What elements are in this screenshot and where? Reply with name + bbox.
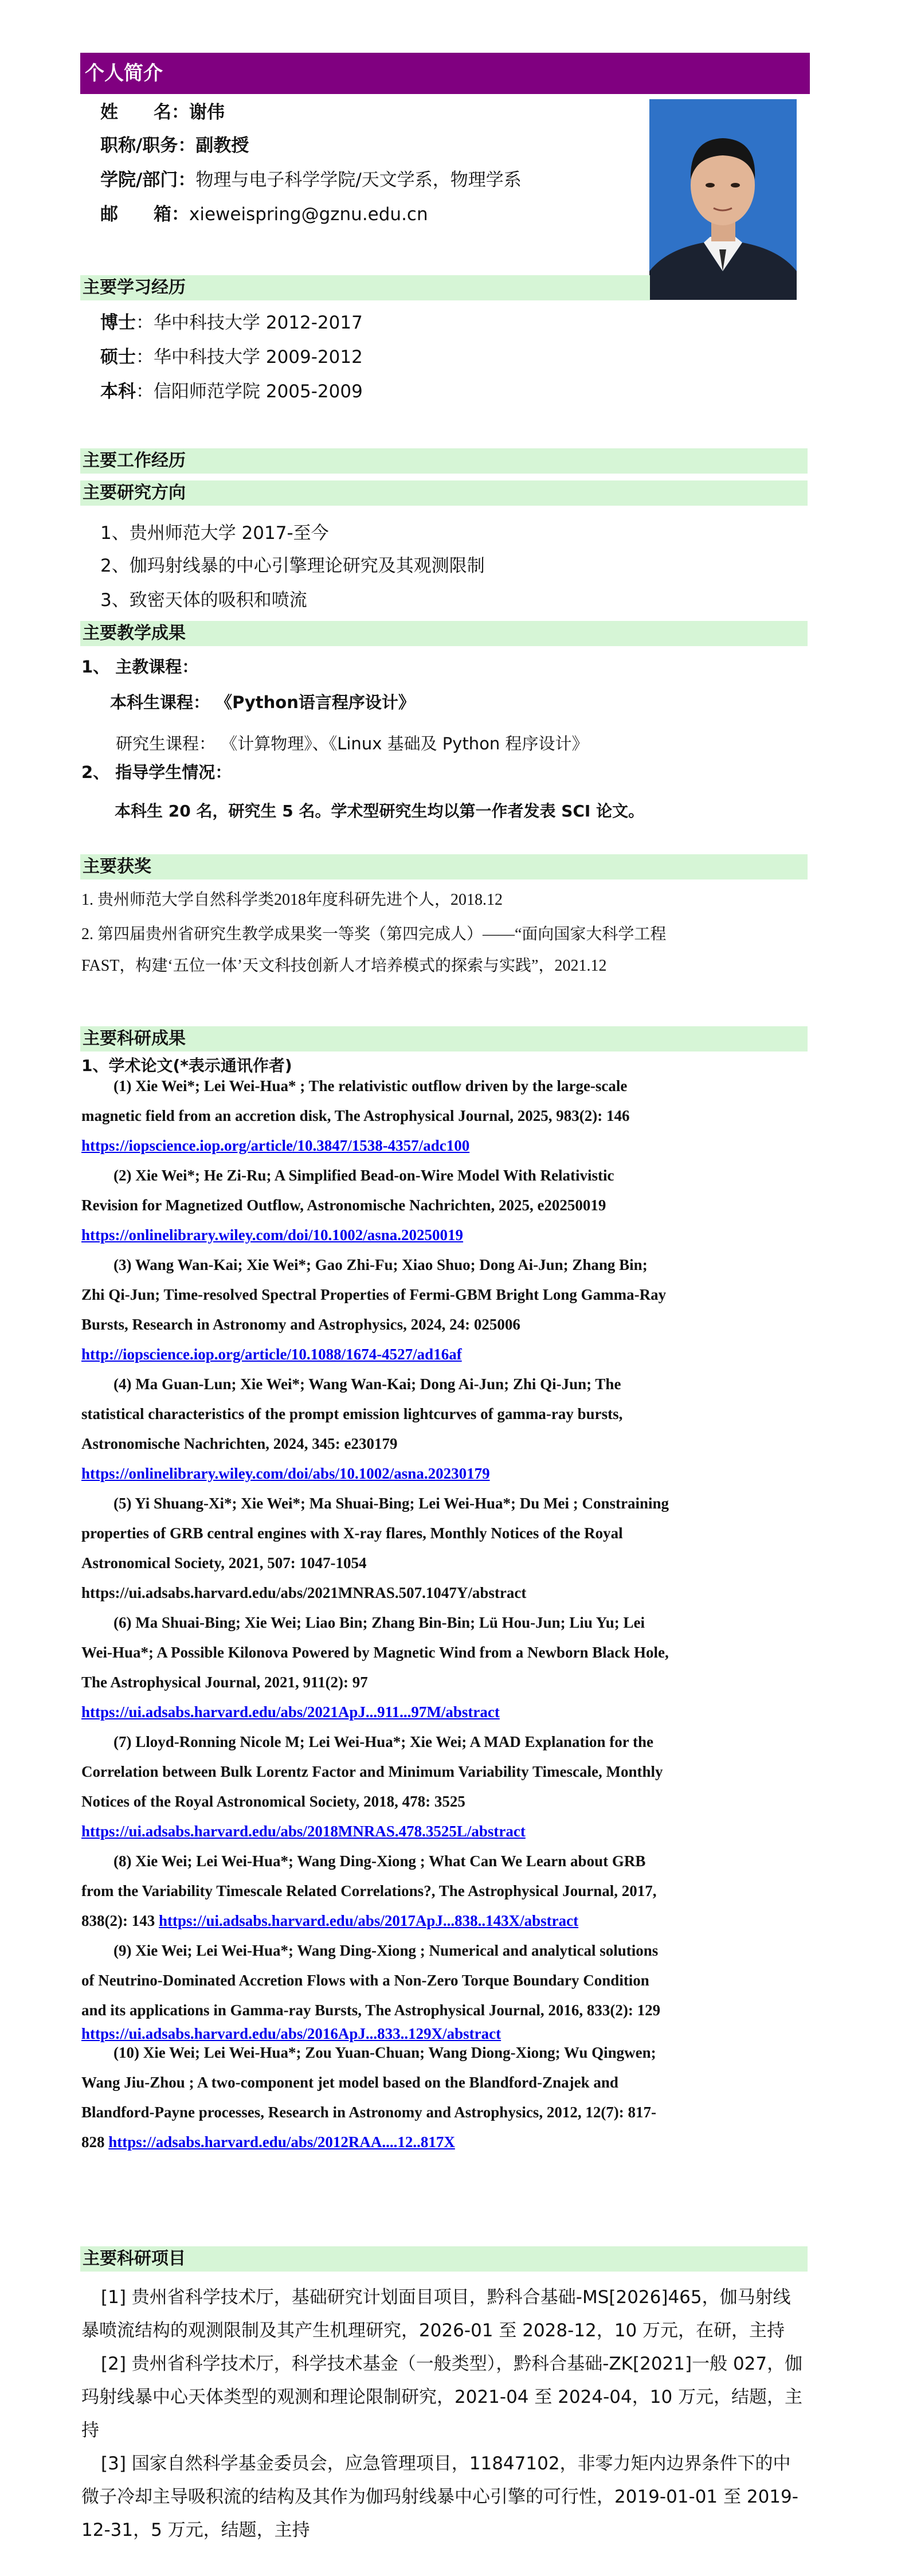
separator: ： — [136, 347, 154, 368]
paper-link[interactable]: https://onlinelibrary.wiley.com/doi/abs/10.1002/asna.20230179 — [81, 1465, 490, 1482]
paper-link[interactable]: https://ui.adsabs.harvard.edu/abs/2017ApJ...838..143X/abstract — [158, 1912, 579, 1929]
teaching-grad: 研究生课程： 《计算物理》、《Linux 基础及 Python 程序设计》 — [116, 734, 589, 753]
paper-text: The Astrophysical Journal, 2021, 911(2): 97 — [81, 1674, 368, 1691]
paper-text: of Neutrino-Dominated Accretion Flows with a Non-Zero Torque Boundary Condition — [81, 1972, 649, 1989]
paper-text: Revision for Magnetized Outflow, Astronomische Nachrichten, 2025, e20250019 — [81, 1197, 606, 1214]
paper-link[interactable]: http://iopscience.iop.org/article/10.1088/1674-4527/ad16af — [81, 1346, 462, 1363]
title-value: 副教授 — [195, 135, 249, 156]
teaching-item: 2、 指导学生情况： — [81, 763, 232, 782]
paper-text: Blandford-Payne processes, Research in Astronomy and Astrophysics, 2012, 12(7): 817- — [81, 2104, 657, 2121]
section-header-awards: 主要获奖 — [80, 854, 808, 879]
info-row-email — [100, 198, 428, 230]
paper-item — [81, 1160, 769, 1250]
paper-text: (4) Ma Guan-Lun; Xie Wei*; Wang Wan-Kai; Dong Ai-Jun; Zhi Qi-Jun; The — [113, 1375, 621, 1393]
papers-heading: 1、学术论文(*表示通讯作者) — [81, 1056, 292, 1075]
name-value: 谢伟 — [189, 102, 225, 123]
paper-text: (7) Lloyd-Ronning Nicole M; Lei Wei-Hua*; Xie Wei; A MAD Explanation for the — [113, 1733, 654, 1750]
paper-item — [81, 1369, 769, 1488]
dept-label: 学院/部门： — [100, 170, 196, 190]
title-label: 职称/职务： — [100, 135, 196, 156]
paper-item — [81, 1488, 769, 1608]
education-school: 信阳师范学院 2005-2009 — [154, 381, 363, 402]
degree-label: 博士 — [100, 312, 136, 333]
paper-link[interactable]: https://onlinelibrary.wiley.com/doi/10.1002/asna.20250019 — [81, 1226, 464, 1244]
section-header-teaching: 主要教学成果 — [80, 621, 808, 646]
paper-link[interactable]: https://ui.adsabs.harvard.edu/abs/2018MNRAS.478.3525L/abstract — [81, 1823, 526, 1840]
paper-link[interactable]: https://ui.adsabs.harvard.edu/abs/2016ApJ...833..129X/abstract — [81, 2025, 501, 2042]
teaching-item: 1、 主教课程： — [81, 657, 199, 677]
dept-value: 物理与电子科学学院/天文学系，物理学系 — [195, 170, 522, 190]
paper-text: magnetic field from an accretion disk, The Astrophysical Journal, 2025, 983(2): 146 — [81, 1107, 630, 1124]
award-item: 1. 贵州师范大学自然科学类2018年度科研先进个人，2018.12 — [81, 891, 503, 909]
research-item: 2、伽玛射线暴的中心引擎理论研究及其观测限制 — [100, 556, 485, 576]
paper-item — [81, 1250, 769, 1369]
paper-text: Correlation between Bulk Lorentz Factor and Minimum Variability Timescale, Monthly — [81, 1763, 663, 1780]
paper-link[interactable]: https://adsabs.harvard.edu/abs/2012RAA....12..817X — [108, 2133, 455, 2151]
project-list — [81, 2281, 805, 2547]
paper-item — [81, 1608, 769, 1727]
paper-text: Wei-Hua*; A Possible Kilonova Powered by Magnetic Wind from a Newborn Black Hole, — [81, 1644, 669, 1661]
paper-text: (10) Xie Wei; Lei Wei-Hua*; Zou Yuan-Chuan; Wang Diong-Xiong; Wu Qingwen; — [113, 2044, 656, 2061]
paper-item — [81, 2038, 769, 2157]
teaching-students: 本科生 20 名，研究生 5 名。学术型研究生均以第一作者发表 SCI 论文。 — [115, 802, 645, 820]
research-item: 3、致密天体的吸积和喷流 — [100, 590, 307, 611]
teaching-undergrad: 本科生课程： 《Python语言程序设计》 — [110, 693, 415, 712]
research-item: 1、贵州师范大学 2017-至今 — [100, 523, 329, 544]
section-header-research: 主要研究方向 — [80, 480, 808, 506]
award-item: 2. 第四届贵州省研究生教学成果奖一等奖（第四完成人）——“面向国家大科学工程 — [81, 925, 667, 943]
paper-tail-line — [81, 2127, 769, 2157]
education-school: 华中科技大学 2009-2012 — [154, 347, 363, 368]
paper-text: (9) Xie Wei; Lei Wei-Hua*; Wang Ding-Xiong ; Numerical and analytical solutions — [113, 1942, 659, 1959]
paper-text: 838(2): 143 — [81, 1912, 159, 1929]
profile-photo — [649, 99, 797, 300]
paper-list — [81, 1071, 769, 2157]
info-row-name — [100, 96, 225, 128]
section-header-education: 主要学习经历 — [80, 275, 650, 300]
paper-text: statistical characteristics of the prompt emission lightcurves of gamma-ray bursts, — [81, 1405, 623, 1422]
paper-text: Zhi Qi-Jun; Time-resolved Spectral Properties of Fermi-GBM Bright Long Gamma-Ray — [81, 1286, 667, 1303]
paper-text: (6) Ma Shuai-Bing; Xie Wei; Liao Bin; Zhang Bin-Bin; Lü Hou-Jun; Liu Yu; Lei — [113, 1614, 645, 1631]
info-row-title — [100, 130, 249, 162]
email-value: xieweispring@gznu.edu.cn — [189, 204, 428, 225]
section-header-work: 主要工作经历 — [80, 448, 808, 474]
paper-text: 828 — [81, 2133, 109, 2151]
paper-text: Wang Jiu-Zhou ; A two-component jet model based on the Blandford-Znajek and — [81, 2074, 618, 2091]
paper-text: (3) Wang Wan-Kai; Xie Wei*; Gao Zhi-Fu; Xiao Shuo; Dong Ai-Jun; Zhang Bin; — [113, 1256, 648, 1273]
paper-item — [81, 1071, 769, 1160]
project-item: [3] 国家自然科学基金委员会，应急管理项目，11847102，非零力矩内边界条件下的中微子冷却主导吸积流的结构及其作为伽玛射线暴中心引擎的可行性，2019-01-01 至 2019-12-31，5 万元，结题，主持 — [81, 2453, 798, 2540]
paper-text: Astronomische Nachrichten, 2024, 345: e230179 — [81, 1435, 398, 1452]
paper-item — [81, 1727, 769, 1846]
paper-text: Bursts, Research in Astronomy and Astrophysics, 2024, 24: 025006 — [81, 1316, 520, 1333]
paper-tail-line — [81, 1906, 769, 1936]
degree-label: 硕士 — [100, 347, 136, 368]
paper-text: from the Variability Timescale Related Correlations?, The Astrophysical Journal, 2017, — [81, 1882, 657, 1899]
separator: ： — [136, 312, 154, 333]
paper-text: Astronomical Society, 2021, 507: 1047-1054 — [81, 1554, 367, 1572]
paper-item — [81, 1846, 769, 1936]
education-school: 华中科技大学 2012-2017 — [154, 312, 363, 333]
project-item: [1] 贵州省科学技术厅，基础研究计划面目项目，黔科合基础-MS[2026]465，伽马射线暴喷流结构的观测限制及其产生机理研究，2026-01 至 2028-12，10 万元，在研，主持 — [81, 2287, 791, 2341]
section-header-projects: 主要科研项目 — [80, 2246, 808, 2272]
education-item — [100, 341, 363, 373]
section-header-research-results: 主要科研成果 — [80, 1026, 808, 1051]
project-item: [2] 贵州省科学技术厅，科学技术基金（一般类型），黔科合基础-ZK[2021]一般 027，伽玛射线暴中心天体类型的观测和理论限制研究，2021-04 至 2024-04，10 万元，结题，主持 — [81, 2354, 803, 2441]
paper-text: and its applications in Gamma-ray Bursts, The Astrophysical Journal, 2016, 833(2): 129 — [81, 2002, 661, 2019]
paper-text: (2) Xie Wei*; He Zi-Ru; A Simplified Bead-on-Wire Model With Relativistic — [113, 1167, 614, 1184]
email-label: 邮 箱： — [100, 204, 189, 225]
info-row-dept — [100, 164, 522, 196]
paper-item — [81, 1936, 769, 2042]
paper-text: (8) Xie Wei; Lei Wei-Hua*; Wang Ding-Xiong ; What Can We Learn about GRB — [113, 1852, 646, 1870]
award-item: FAST，构建‘五位一体’天文科技创新人才培养模式的探索与实践”，2021.12 — [81, 957, 607, 975]
paper-link[interactable]: https://ui.adsabs.harvard.edu/abs/2021ApJ...911...97M/abstract — [81, 1703, 500, 1721]
paper-text: properties of GRB central engines with X-ray flares, Monthly Notices of the Royal — [81, 1525, 623, 1542]
paper-url-text: https://ui.adsabs.harvard.edu/abs/2021MNRAS.507.1047Y/abstract — [81, 1584, 527, 1601]
person-photo-icon — [649, 99, 797, 300]
separator: ： — [136, 381, 154, 402]
name-label: 姓 名： — [100, 102, 189, 123]
paper-text: Notices of the Royal Astronomical Society, 2018, 478: 3525 — [81, 1793, 465, 1810]
section-header-profile: 个人简介 — [80, 53, 810, 94]
paper-text: (5) Yi Shuang-Xi*; Xie Wei*; Ma Shuai-Bing; Lei Wei-Hua*; Du Mei ; Constraining — [113, 1495, 669, 1512]
paper-text: (1) Xie Wei*; Lei Wei-Hua* ; The relativistic outflow driven by the large-scale — [113, 1077, 628, 1094]
education-item — [100, 376, 363, 408]
paper-link[interactable]: https://iopscience.iop.org/article/10.3847/1538-4357/adc100 — [81, 1137, 470, 1154]
education-item — [100, 307, 363, 339]
degree-label: 本科 — [100, 381, 136, 402]
